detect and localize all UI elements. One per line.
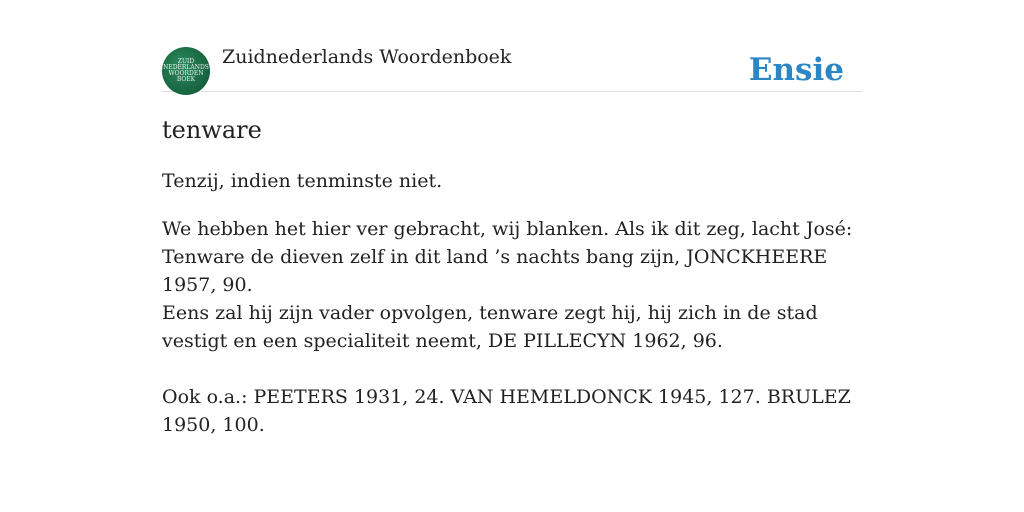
ensie-brand-link[interactable]: Ensie	[748, 52, 844, 88]
dictionary-name-link[interactable]: Zuidnederlands Woordenboek	[222, 46, 512, 68]
logo-line: NEDERLANDS	[163, 64, 209, 71]
logo-line: BOEK	[176, 76, 196, 83]
entry-references: Ook o.a.: PEETERS 1931, 24. VAN HEMELDONCK 1945, 127. BRULEZ 1950, 100.	[162, 386, 851, 436]
dictionary-logo[interactable]	[162, 47, 210, 95]
entry-example: We hebben het hier ver gebracht, wij blanken. Als ik dit zeg, lacht José: Tenware de dieven zelf in dit land ’s nachts bang zijn, JONCKHEERE 1957, 90.	[162, 218, 853, 296]
entry-lemma: tenware	[162, 116, 262, 144]
logo-line: ZUID	[177, 58, 195, 65]
entry-example: Eens zal hij zijn vader opvolgen, tenware zegt hij, hij zich in de stad vestigt en een specialiteit neemt, DE PILLECYN 1962, 96.	[162, 302, 818, 352]
site-header	[162, 40, 862, 92]
entry-definition: Tenzij, indien tenminste niet.	[162, 170, 443, 192]
logo-line: WOORDEN	[168, 70, 204, 77]
